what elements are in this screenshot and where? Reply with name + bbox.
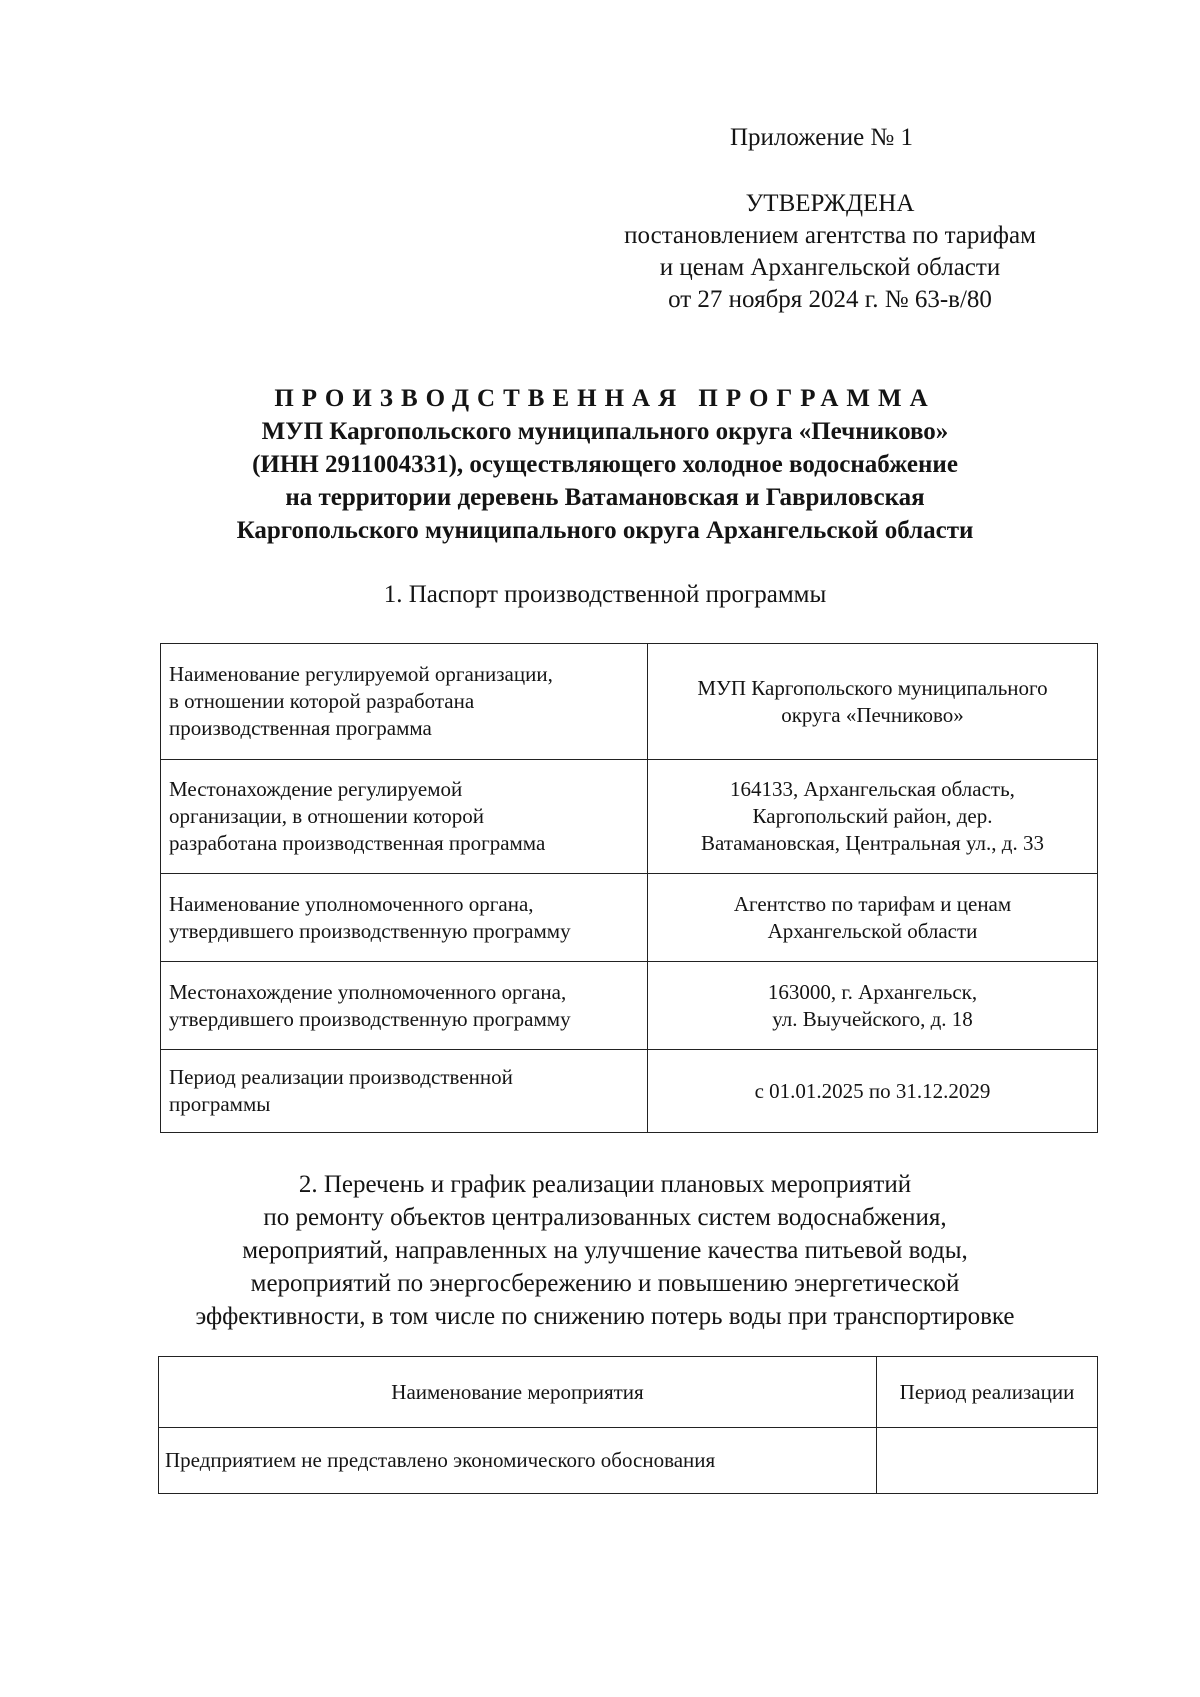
passport-label-line: утвердившего производственную программу xyxy=(169,918,571,943)
section-2-heading-line: эффективности, в том числе по снижению потерь воды при транспортировке xyxy=(195,1303,1015,1330)
passport-label-line: Период реализации производственной xyxy=(169,1065,513,1089)
passport-value-cell xyxy=(648,644,1098,760)
passport-value-cell xyxy=(648,760,1098,874)
approval-line-1: постановлением агентства по тарифам xyxy=(624,222,1036,249)
passport-value-cell xyxy=(648,962,1098,1050)
passport-value-line: Каргопольский район, дер. xyxy=(752,804,993,828)
passport-label-cell xyxy=(161,760,648,874)
passport-value-line: Архангельской области xyxy=(767,918,978,943)
section-2-heading-line: по ремонту объектов централизованных систем водоснабжения, xyxy=(263,1204,947,1231)
column-header-activity: Наименование мероприятия xyxy=(159,1357,877,1428)
document-title xyxy=(130,382,1080,547)
title-line-3: (ИНН 2911004331), осуществляющего холодное водоснабжение xyxy=(252,451,958,478)
section-2-heading-line: 2. Перечень и график реализации плановых мероприятий xyxy=(298,1171,912,1198)
title-line-1: ПРОИЗВОДСТВЕННАЯ ПРОГРАММА xyxy=(274,385,936,412)
passport-value-line: Ватамановская, Центральная ул., д. 33 xyxy=(701,831,1044,855)
section-1-heading xyxy=(100,578,1110,611)
period-cell xyxy=(877,1428,1098,1494)
appendix-number: Приложение № 1 xyxy=(730,124,914,151)
passport-value-cell xyxy=(648,1050,1098,1133)
passport-label-line: Наименование уполномоченного органа, xyxy=(169,891,534,916)
table-header-row xyxy=(159,1357,1098,1428)
passport-label-cell xyxy=(161,962,648,1050)
passport-label-cell xyxy=(161,644,648,760)
title-line-5: Каргопольского муниципального округа Архангельской области xyxy=(236,517,974,544)
table-row xyxy=(161,644,1098,760)
section-2-heading-line: мероприятий, направленных на улучшение качества питьевой воды, xyxy=(242,1237,968,1264)
table-row xyxy=(159,1428,1098,1494)
activity-cell: Предприятием не представлено экономического обоснования xyxy=(159,1428,877,1494)
approved-label: УТВЕРЖДЕНА xyxy=(745,190,915,217)
table-row xyxy=(161,962,1098,1050)
passport-label-cell xyxy=(161,874,648,962)
approval-line-2: и ценам Архангельской области xyxy=(659,254,1001,281)
passport-label-line: Наименование регулируемой организации, xyxy=(169,662,553,686)
passport-value-cell xyxy=(648,874,1098,962)
passport-label-line: разработана производственная программа xyxy=(169,831,546,855)
table-row xyxy=(161,1050,1098,1133)
passport-table xyxy=(160,643,1098,1133)
passport-value-line: с 01.01.2025 по 31.12.2029 xyxy=(754,1078,991,1103)
approval-block xyxy=(560,188,1100,316)
passport-value-line: Агентство по тарифам и ценам xyxy=(733,891,1012,916)
passport-label-line: Местонахождение уполномоченного органа, xyxy=(169,979,567,1004)
title-line-4: на территории деревень Ватамановская и Гавриловская xyxy=(285,484,925,511)
section-2-heading xyxy=(100,1168,1110,1333)
passport-label-line: в отношении которой разработана xyxy=(169,689,475,713)
column-header-period: Период реализации xyxy=(877,1357,1098,1428)
table-row xyxy=(161,760,1098,874)
passport-label-line: Местонахождение регулируемой xyxy=(169,777,463,801)
passport-value-line: МУП Каргопольского муниципального xyxy=(697,675,1048,700)
passport-value-line: 164133, Архангельская область, xyxy=(730,777,1015,801)
passport-label-line: программы xyxy=(169,1092,271,1116)
title-line-2: МУП Каргопольского муниципального округа «Печниково» xyxy=(261,418,949,445)
passport-label-line: организации, в отношении которой xyxy=(169,804,484,828)
passport-value-line: округа «Печниково» xyxy=(781,702,964,727)
section-2-heading-line: мероприятий по энергосбережению и повышению энергетической xyxy=(250,1270,960,1297)
passport-value-line: ул. Выучейского, д. 18 xyxy=(772,1006,973,1031)
approval-line-3: от 27 ноября 2024 г. № 63-в/80 xyxy=(668,286,992,313)
passport-label-cell xyxy=(161,1050,648,1133)
passport-label-line: утвердившего производственную программу xyxy=(169,1006,571,1031)
passport-label-line: производственная программа xyxy=(169,716,432,740)
table-row xyxy=(161,874,1098,962)
passport-value-line: 163000, г. Архангельск, xyxy=(767,979,978,1004)
section-1-heading-text: 1. Паспорт производственной программы xyxy=(383,581,827,608)
activities-table xyxy=(158,1356,1098,1494)
